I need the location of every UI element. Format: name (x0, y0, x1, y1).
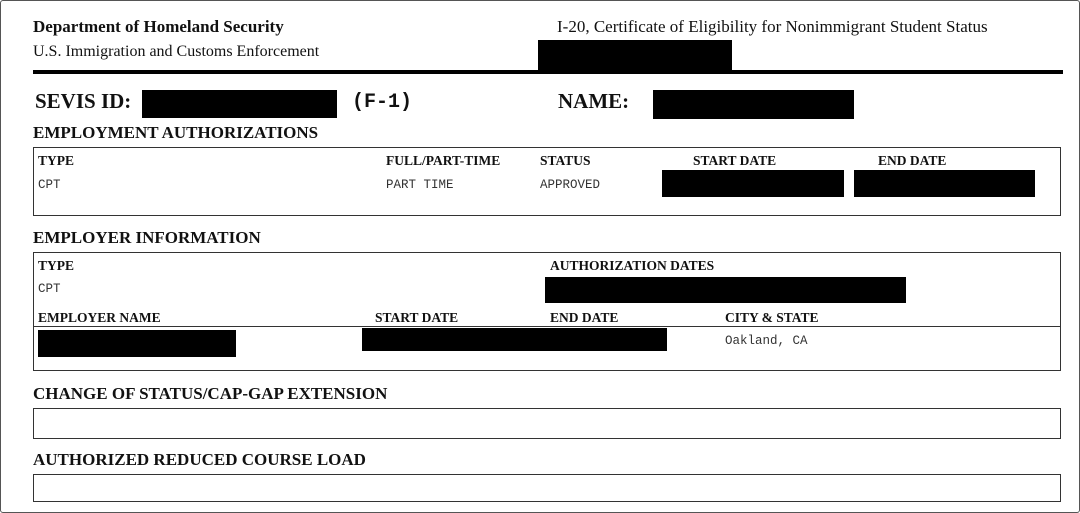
redacted-ea-start-date (662, 170, 844, 197)
redacted-employer-dates (362, 328, 667, 351)
sevis-id-label: SEVIS ID: (35, 89, 132, 113)
redacted-ea-end-date (854, 170, 1035, 197)
visa-class: (F-1) (352, 91, 413, 114)
ei-header-city-state: CITY & STATE (725, 310, 819, 325)
redacted-header-field (538, 40, 732, 70)
ei-header-start: START DATE (375, 310, 459, 325)
ea-time-value: PART TIME (386, 178, 454, 192)
ea-type-value: CPT (38, 178, 61, 192)
ea-header-type: TYPE (38, 153, 75, 168)
employment-authorizations-title: EMPLOYMENT AUTHORIZATIONS (33, 123, 319, 142)
change-of-status-title: CHANGE OF STATUS/CAP-GAP EXTENSION (33, 384, 388, 403)
redacted-employer-name (38, 330, 236, 357)
ea-status-value: APPROVED (540, 178, 601, 192)
ei-auth-dates-label: AUTHORIZATION DATES (550, 258, 715, 273)
reduced-course-load-title: AUTHORIZED REDUCED COURSE LOAD (33, 450, 366, 469)
header-divider (33, 70, 1063, 74)
ea-header-end: END DATE (878, 153, 947, 168)
ea-header-status: STATUS (540, 153, 591, 168)
ea-header-start: START DATE (693, 153, 777, 168)
sub-agency-name: U.S. Immigration and Customs Enforcement (33, 43, 320, 60)
agency-name: Department of Homeland Security (33, 17, 284, 36)
employer-information-title: EMPLOYER INFORMATION (33, 228, 261, 247)
reduced-course-load-box (33, 474, 1061, 502)
ei-city-state-value: Oakland, CA (725, 334, 808, 348)
ei-header-employer-name: EMPLOYER NAME (38, 310, 161, 325)
redacted-name (653, 90, 854, 119)
ei-header-end: END DATE (550, 310, 619, 325)
ei-header-divider (33, 326, 1060, 327)
redacted-sevis-id (142, 90, 337, 118)
ei-type-value: CPT (38, 282, 61, 296)
change-of-status-box (33, 408, 1061, 439)
redacted-authorization-dates (545, 277, 906, 303)
name-label: NAME: (558, 89, 630, 113)
ei-type-label: TYPE (38, 258, 75, 273)
ea-header-time: FULL/PART-TIME (386, 153, 501, 168)
form-title: I-20, Certificate of Eligibility for Nonimmigrant Student Status (557, 17, 988, 36)
